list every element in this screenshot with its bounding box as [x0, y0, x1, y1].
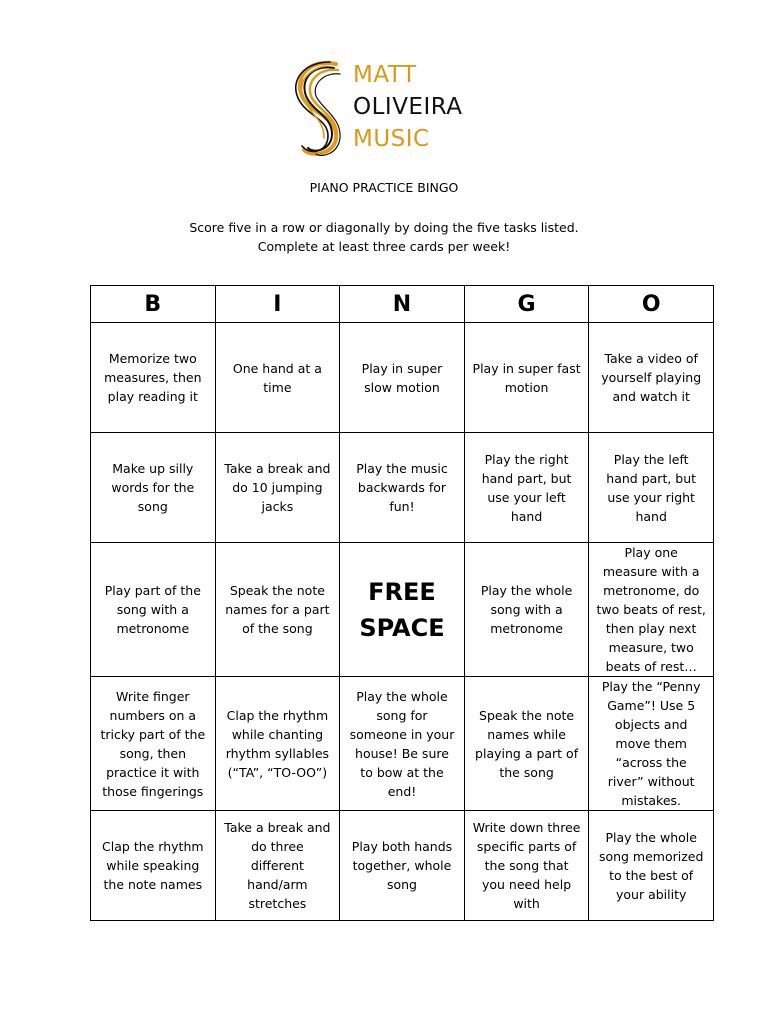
- bingo-card: [90, 285, 714, 921]
- swirl-s-icon: [290, 58, 350, 160]
- bingo-header-row: [91, 286, 714, 323]
- bingo-cell: Play in super fast motion: [464, 323, 589, 433]
- logo-line-oliveira: OLIVEIRA: [353, 94, 463, 120]
- bingo-cell: Take a video of yourself playing and watch it: [589, 323, 714, 433]
- bingo-cell: Speak the note names for a part of the song: [215, 543, 340, 677]
- bingo-cell: Play one measure with a metronome, do two beats of rest, then play next measure, two beats of rest…: [589, 543, 714, 677]
- bingo-cell: Play the “Penny Game”! Use 5 objects and move them “across the river” without mistakes.: [589, 677, 714, 811]
- bingo-row: [91, 323, 714, 433]
- bingo-header-n: N: [340, 286, 465, 323]
- bingo-row: [91, 811, 714, 921]
- instructions-line-2: Complete at least three cards per week!: [257, 239, 511, 254]
- bingo-cell: Play the right hand part, but use your left hand: [464, 433, 589, 543]
- instructions: [0, 218, 768, 256]
- bingo-row: [91, 433, 714, 543]
- bingo-cell: One hand at a time: [215, 323, 340, 433]
- logo: [290, 58, 475, 160]
- bingo-cell: Play the whole song with a metronome: [464, 543, 589, 677]
- bingo-header-g: G: [464, 286, 589, 323]
- bingo-cell: Play in super slow motion: [340, 323, 465, 433]
- page-title: PIANO PRACTICE BINGO: [309, 180, 459, 195]
- bingo-cell: Write finger numbers on a tricky part of the song, then practice it with those fingerings: [91, 677, 216, 811]
- bingo-cell: Play the left hand part, but use your right hand: [589, 433, 714, 543]
- bingo-cell: Make up silly words for the song: [91, 433, 216, 543]
- instructions-line-1: Score five in a row or diagonally by doing the five tasks listed.: [189, 220, 579, 235]
- bingo-header-b: B: [91, 286, 216, 323]
- bingo-row: [91, 677, 714, 811]
- bingo-cell: Clap the rhythm while chanting rhythm syllables (“TA”, “TO-OO”): [215, 677, 340, 811]
- bingo-header-o: O: [589, 286, 714, 323]
- bingo-cell: Play the whole song memorized to the best of your ability: [589, 811, 714, 921]
- bingo-cell: Play the whole song for someone in your house! Be sure to bow at the end!: [340, 677, 465, 811]
- bingo-cell: Speak the note names while playing a part of the song: [464, 677, 589, 811]
- bingo-cell: Play the music backwards for fun!: [340, 433, 465, 543]
- bingo-cell: Write down three specific parts of the song that you need help with: [464, 811, 589, 921]
- bingo-cell: Memorize two measures, then play reading it: [91, 323, 216, 433]
- bingo-cell: Take a break and do 10 jumping jacks: [215, 433, 340, 543]
- bingo-cell: Take a break and do three different hand/arm stretches: [215, 811, 340, 921]
- bingo-cell: Play both hands together, whole song: [340, 811, 465, 921]
- logo-line-music: MUSIC: [353, 126, 430, 152]
- free-space-cell: FREE SPACE: [340, 543, 465, 677]
- logo-line-matt: MATT: [353, 62, 417, 88]
- bingo-cell: Clap the rhythm while speaking the note names: [91, 811, 216, 921]
- bingo-cell: Play part of the song with a metronome: [91, 543, 216, 677]
- bingo-header-i: I: [215, 286, 340, 323]
- bingo-row: [91, 543, 714, 677]
